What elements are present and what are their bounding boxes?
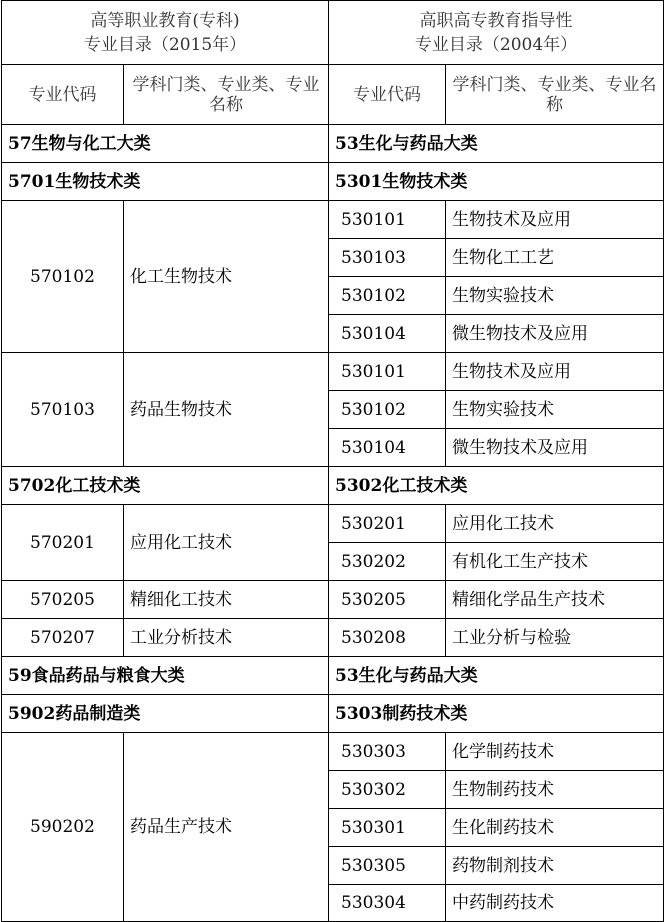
major-code-2004: 530303 — [329, 733, 446, 771]
major-catalog-comparison-table — [1, 0, 664, 922]
major-name-2004: 生物制药技术 — [446, 771, 664, 809]
major-name-2004: 精细化学品生产技术 — [446, 581, 664, 619]
section-heading-right: 5303制药技术类 — [329, 695, 664, 733]
major-name-2004: 生物实验技术 — [446, 277, 664, 315]
major-code-2004: 530101 — [329, 353, 446, 391]
table-row — [2, 619, 664, 657]
col-header-left-name: 学科门类、专业类、专业名称 — [124, 65, 329, 125]
major-name-2004: 生物技术及应用 — [446, 201, 664, 239]
major-name-2015: 药品生物技术 — [124, 353, 329, 467]
major-code-2004: 530305 — [329, 847, 446, 885]
major-code-2004: 530302 — [329, 771, 446, 809]
catalog-2004-title-line1: 高职高专教育指导性 — [419, 10, 573, 31]
table-row — [2, 581, 664, 619]
catalog-header-row — [2, 1, 664, 65]
section-heading-right: 53生化与药品大类 — [329, 657, 664, 695]
major-name-2015: 化工生物技术 — [124, 201, 329, 353]
section-row — [2, 163, 664, 201]
major-name-2015: 药品生产技术 — [124, 733, 329, 922]
major-code-2004: 530201 — [329, 505, 446, 543]
major-code-2015: 570103 — [2, 353, 124, 467]
section-heading-left: 57生物与化工大类 — [2, 125, 329, 163]
major-name-2004: 中药制药技术 — [446, 885, 664, 922]
major-name-2015: 精细化工技术 — [124, 581, 329, 619]
major-code-2004: 530102 — [329, 277, 446, 315]
col-header-left-code: 专业代码 — [2, 65, 124, 125]
section-heading-right: 53生化与药品大类 — [329, 125, 664, 163]
major-code-2004: 530103 — [329, 239, 446, 277]
major-code-2004: 530102 — [329, 391, 446, 429]
catalog-2015-title-line1: 高等职业教育(专科) — [90, 10, 240, 31]
table-row — [2, 353, 664, 391]
table-row — [2, 505, 664, 543]
catalog-2004-title-line2: 专业目录（2004年） — [414, 34, 578, 55]
section-row — [2, 467, 664, 505]
major-code-2004: 530101 — [329, 201, 446, 239]
catalog-2004-title — [329, 1, 664, 65]
catalog-2015-title-line2: 专业目录（2015年） — [83, 34, 247, 55]
section-heading-right: 5302化工技术类 — [329, 467, 664, 505]
major-code-2004: 530208 — [329, 619, 446, 657]
major-name-2004: 有机化工生产技术 — [446, 543, 664, 581]
section-row — [2, 695, 664, 733]
major-name-2004: 生物实验技术 — [446, 391, 664, 429]
major-name-2015: 工业分析技术 — [124, 619, 329, 657]
catalog-2015-title — [2, 1, 329, 65]
major-code-2004: 530104 — [329, 429, 446, 467]
major-code-2015: 570207 — [2, 619, 124, 657]
major-code-2004: 530301 — [329, 809, 446, 847]
col-header-right-code: 专业代码 — [329, 65, 446, 125]
col-header-right-name: 学科门类、专业类、专业名称 — [446, 65, 664, 125]
major-name-2015: 应用化工技术 — [124, 505, 329, 581]
table-row — [2, 733, 664, 771]
major-code-2004: 530205 — [329, 581, 446, 619]
section-heading-left: 5701生物技术类 — [2, 163, 329, 201]
major-name-2004: 生化制药技术 — [446, 809, 664, 847]
major-name-2004: 工业分析与检验 — [446, 619, 664, 657]
major-code-2004: 530202 — [329, 543, 446, 581]
major-name-2004: 微生物技术及应用 — [446, 429, 664, 467]
table-row — [2, 201, 664, 239]
major-name-2004: 生物技术及应用 — [446, 353, 664, 391]
major-name-2004: 药物制剂技术 — [446, 847, 664, 885]
section-heading-left: 5902药品制造类 — [2, 695, 329, 733]
major-code-2004: 530104 — [329, 315, 446, 353]
section-row — [2, 657, 664, 695]
major-code-2015: 590202 — [2, 733, 124, 922]
section-heading-right: 5301生物技术类 — [329, 163, 664, 201]
section-row — [2, 125, 664, 163]
major-code-2015: 570201 — [2, 505, 124, 581]
major-name-2004: 生物化工工艺 — [446, 239, 664, 277]
major-code-2004: 530304 — [329, 885, 446, 922]
major-name-2004: 化学制药技术 — [446, 733, 664, 771]
major-name-2004: 微生物技术及应用 — [446, 315, 664, 353]
major-name-2004: 应用化工技术 — [446, 505, 664, 543]
major-code-2015: 570102 — [2, 201, 124, 353]
major-code-2015: 570205 — [2, 581, 124, 619]
section-heading-left: 59食品药品与粮食大类 — [2, 657, 329, 695]
section-heading-left: 5702化工技术类 — [2, 467, 329, 505]
column-header-row — [2, 65, 664, 125]
